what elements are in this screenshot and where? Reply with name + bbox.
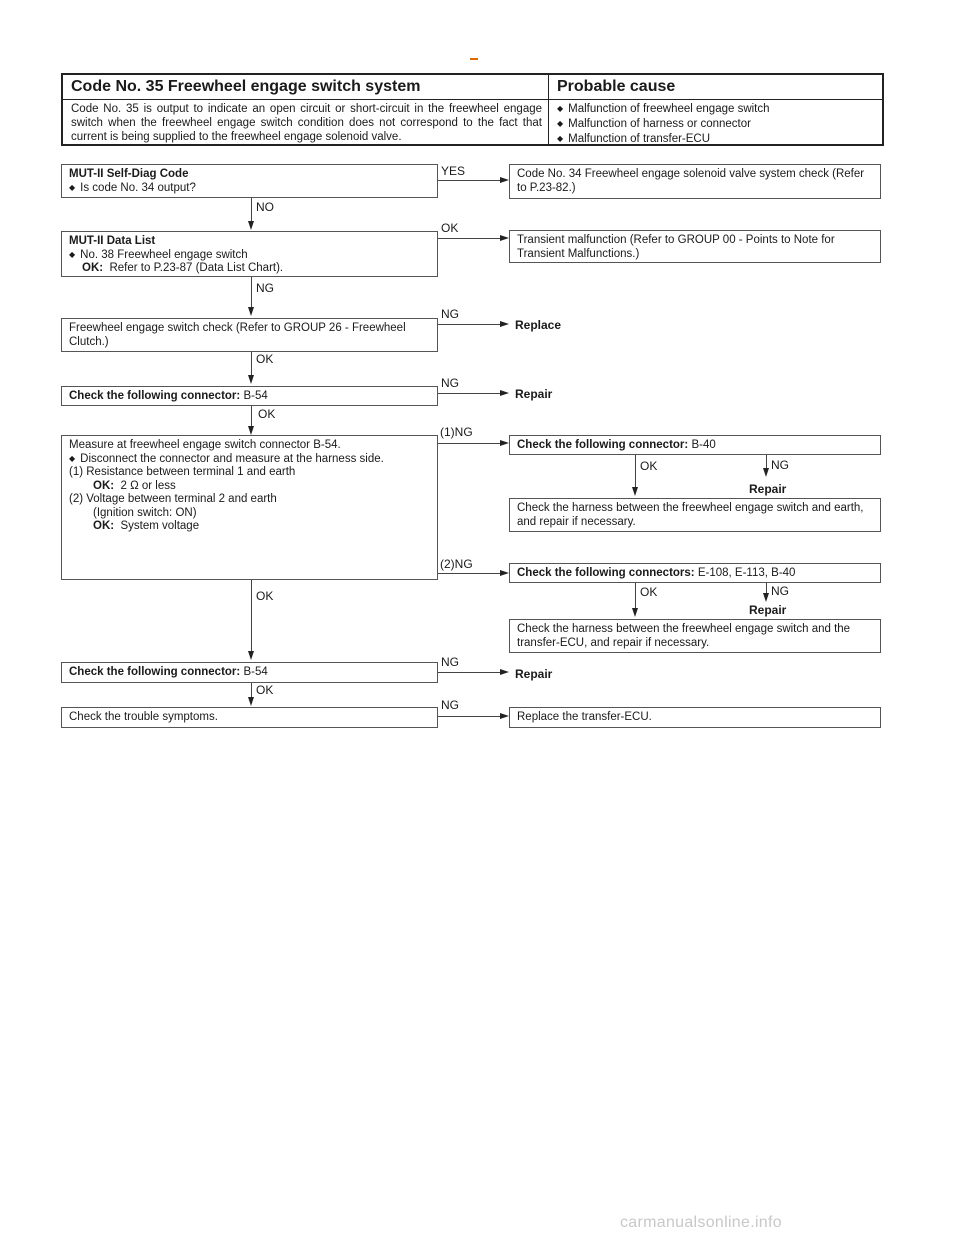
- ng-label: NG: [441, 376, 459, 390]
- top-marker: [470, 58, 478, 60]
- connector-key: Check the following connector:: [69, 390, 241, 402]
- connector-line: [438, 716, 502, 717]
- arrow-right-icon: [500, 177, 509, 183]
- arrow-right-icon: [500, 321, 509, 327]
- arrow-down-icon: [248, 307, 254, 316]
- replace-ecu-box: Replace the transfer-ECU.: [509, 707, 881, 728]
- connector-value: B-54: [243, 390, 268, 402]
- code-description: Code No. 35 is output to indicate an open circuit or short-circuit in the freewheel engage switch when the freewheel engage switch condition does not correspond to the fact that current is being supplied to the freewheel engage solenoid valve.: [63, 100, 549, 144]
- arrow-down-icon: [248, 651, 254, 660]
- arrow-down-icon: [248, 221, 254, 230]
- connector-line: [438, 393, 502, 394]
- arrow-right-icon: [500, 440, 509, 446]
- arrow-down-icon: [763, 468, 769, 477]
- connector-line: [251, 406, 252, 428]
- cause-item: ◆ Malfunction of freewheel engage switch: [557, 102, 876, 117]
- arrow-right-icon: [500, 713, 509, 719]
- connector-line: [438, 573, 502, 574]
- ng-label: NG: [771, 458, 789, 472]
- cause-item: ◆ Malfunction of harness or connector: [557, 117, 876, 132]
- transient-malfunction-box: Transient malfunction (Refer to GROUP 00 - Points to Note for Transient Malfunctions.): [509, 230, 881, 263]
- ok-label: OK: [256, 589, 274, 603]
- ok-text: 2 Ω or less: [120, 479, 176, 492]
- step-data-list-item: ◆ No. 38 Freewheel engage switch: [69, 249, 430, 263]
- repair-action: Repair: [749, 603, 787, 617]
- ok-text: System voltage: [120, 520, 200, 532]
- harness-earth-box: Check the harness between the freewheel engage switch and earth, and repair if necessary.: [509, 498, 881, 532]
- repair-action: Repair: [515, 387, 553, 401]
- connector-line: [635, 455, 636, 488]
- connector-line: [251, 198, 252, 222]
- ok-text: Refer to P.23-87 (Data List Chart).: [109, 262, 284, 274]
- step-connector-b54-recheck: [61, 662, 438, 683]
- arrow-right-icon: [500, 235, 509, 241]
- probable-cause-title: Probable cause: [549, 75, 882, 100]
- ok-key: OK:: [82, 262, 104, 274]
- arrow-right-icon: [500, 390, 509, 396]
- connector-line: [251, 277, 252, 308]
- arrow-down-icon: [248, 426, 254, 435]
- connector-key: Check the following connector:: [517, 439, 689, 451]
- replace-action: Replace: [515, 318, 562, 332]
- connector-value: B-54: [243, 666, 268, 678]
- step-switch-check: Freewheel engage switch check (Refer to GROUP 26 - Freewheel Clutch.): [61, 318, 438, 352]
- step-self-diag-title: MUT-II Self-Diag Code: [69, 168, 189, 180]
- measure-item-1: (1) Resistance between terminal 1 and earth: [69, 466, 296, 478]
- cause-item: ◆ Malfunction of transfer-ECU: [557, 132, 876, 147]
- arrow-down-icon: [248, 697, 254, 706]
- step-trouble-symptoms: Check the trouble symptoms.: [61, 707, 438, 728]
- connector-key: Check the following connector:: [69, 666, 241, 678]
- connector-value: E-108, E-113, B-40: [697, 567, 796, 579]
- harness-ecu-box: Check the harness between the freewheel engage switch and the transfer-ECU, and repair if necessary.: [509, 619, 881, 653]
- ok-label: OK: [640, 585, 658, 599]
- measure-bullet: ◆ Disconnect the connector and measure at the harness side.: [69, 453, 430, 467]
- arrow-down-icon: [632, 608, 638, 617]
- code34-check-box: Code No. 34 Freewheel engage solenoid valve system check (Refer to P.23-82.): [509, 164, 881, 199]
- arrow-right-icon: [500, 570, 509, 576]
- ng2-label: (2)NG: [440, 557, 473, 571]
- ok-key: OK:: [93, 479, 115, 492]
- connector-line: [251, 352, 252, 376]
- connector-key: Check the following connectors:: [517, 567, 695, 579]
- ok-key: OK:: [93, 520, 115, 532]
- arrow-right-icon: [500, 669, 509, 675]
- measure-item-2-sub: (Ignition switch: ON): [93, 506, 197, 519]
- connector-line: [438, 324, 502, 325]
- ok-label: OK: [640, 459, 658, 473]
- arrow-down-icon: [248, 375, 254, 384]
- no-label: NO: [256, 200, 274, 214]
- ng1-label: (1)NG: [440, 425, 473, 439]
- connector-line: [438, 180, 502, 181]
- connector-line: [635, 583, 636, 609]
- measure-line: Measure at freewheel engage switch connector B-54.: [69, 439, 341, 451]
- connector-line: [251, 580, 252, 652]
- check-connectors-multi: [509, 563, 881, 583]
- ng-label: NG: [256, 281, 274, 295]
- connector-line: [251, 683, 252, 698]
- repair-action: Repair: [749, 482, 787, 496]
- ng-label: NG: [441, 655, 459, 669]
- ok-label: OK: [258, 407, 276, 421]
- ng-label: NG: [441, 698, 459, 712]
- connector-line: [766, 455, 767, 469]
- connector-line: [438, 238, 502, 239]
- step-self-diag: [61, 164, 438, 198]
- step-self-diag-question: ◆ Is code No. 34 output?: [69, 182, 430, 196]
- code-header-table: [61, 73, 884, 146]
- step-measure-b54: [61, 435, 438, 580]
- ok-label: OK: [256, 683, 274, 697]
- ok-label: OK: [441, 221, 459, 235]
- code-title: Code No. 35 Freewheel engage switch system: [63, 75, 549, 100]
- arrow-down-icon: [763, 593, 769, 602]
- connector-value: B-40: [691, 439, 716, 451]
- step-data-list: [61, 231, 438, 277]
- watermark: carmanualsonline.info: [620, 1214, 782, 1231]
- ng-label: NG: [441, 307, 459, 321]
- connector-line: [438, 443, 502, 444]
- step-data-list-title: MUT-II Data List: [69, 235, 156, 247]
- ok-label: OK: [256, 352, 274, 366]
- probable-cause-list: [549, 100, 882, 144]
- ng-label: NG: [771, 584, 789, 598]
- measure-item-2: (2) Voltage between terminal 2 and earth: [69, 493, 277, 505]
- yes-label: YES: [441, 164, 466, 178]
- arrow-down-icon: [632, 487, 638, 496]
- step-connector-b54: [61, 386, 438, 406]
- connector-line: [438, 672, 502, 673]
- repair-action: Repair: [515, 667, 553, 681]
- check-connector-b40: [509, 435, 881, 455]
